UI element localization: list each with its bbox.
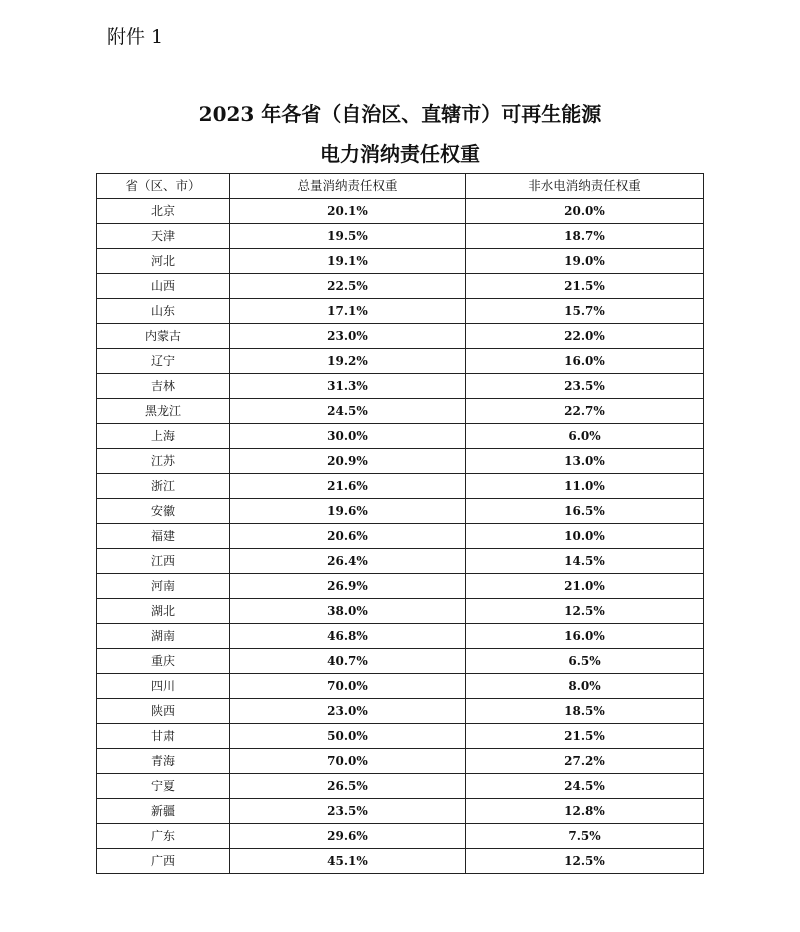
province-cell: 新疆: [97, 799, 230, 824]
non-hydro-weight-cell: 7.5%: [466, 824, 704, 849]
province-cell: 黑龙江: [97, 399, 230, 424]
table-row: [97, 624, 704, 649]
attachment-label: 附件 1: [107, 26, 164, 48]
province-cell: 江苏: [97, 449, 230, 474]
province-cell: 广东: [97, 824, 230, 849]
total-weight-cell: 17.1%: [230, 299, 466, 324]
province-cell: 湖南: [97, 624, 230, 649]
total-weight-cell: 19.2%: [230, 349, 466, 374]
table-row: [97, 849, 704, 874]
table-row: [97, 274, 704, 299]
table-row: [97, 574, 704, 599]
total-weight-cell: 26.4%: [230, 549, 466, 574]
table-row: [97, 499, 704, 524]
table-row: [97, 299, 704, 324]
total-weight-cell: 70.0%: [230, 749, 466, 774]
total-weight-cell: 19.1%: [230, 249, 466, 274]
non-hydro-weight-cell: 13.0%: [466, 449, 704, 474]
non-hydro-weight-cell: 6.0%: [466, 424, 704, 449]
non-hydro-weight-cell: 11.0%: [466, 474, 704, 499]
non-hydro-weight-cell: 22.7%: [466, 399, 704, 424]
non-hydro-weight-cell: 16.0%: [466, 349, 704, 374]
province-cell: 安徽: [97, 499, 230, 524]
non-hydro-weight-cell: 21.5%: [466, 724, 704, 749]
province-cell: 宁夏: [97, 774, 230, 799]
province-cell: 天津: [97, 224, 230, 249]
table-row: [97, 199, 704, 224]
province-cell: 上海: [97, 424, 230, 449]
province-cell: 江西: [97, 549, 230, 574]
province-cell: 四川: [97, 674, 230, 699]
total-weight-cell: 23.0%: [230, 699, 466, 724]
province-cell: 陕西: [97, 699, 230, 724]
province-cell: 甘肃: [97, 724, 230, 749]
non-hydro-weight-cell: 18.7%: [466, 224, 704, 249]
non-hydro-weight-cell: 21.0%: [466, 574, 704, 599]
non-hydro-weight-cell: 24.5%: [466, 774, 704, 799]
province-cell: 北京: [97, 199, 230, 224]
province-cell: 山西: [97, 274, 230, 299]
total-weight-cell: 45.1%: [230, 849, 466, 874]
non-hydro-weight-cell: 14.5%: [466, 549, 704, 574]
non-hydro-weight-cell: 18.5%: [466, 699, 704, 724]
responsibility-weight-table: [96, 173, 704, 874]
table-row: [97, 349, 704, 374]
non-hydro-weight-cell: 20.0%: [466, 199, 704, 224]
table-row: [97, 224, 704, 249]
non-hydro-weight-cell: 8.0%: [466, 674, 704, 699]
total-weight-cell: 46.8%: [230, 624, 466, 649]
non-hydro-weight-cell: 12.5%: [466, 599, 704, 624]
total-weight-cell: 23.5%: [230, 799, 466, 824]
table-header-row: [97, 174, 704, 199]
province-cell: 山东: [97, 299, 230, 324]
non-hydro-weight-cell: 23.5%: [466, 374, 704, 399]
table-row: [97, 474, 704, 499]
total-weight-cell: 20.9%: [230, 449, 466, 474]
non-hydro-weight-cell: 16.0%: [466, 624, 704, 649]
total-weight-cell: 38.0%: [230, 599, 466, 624]
table-row: [97, 549, 704, 574]
province-cell: 河南: [97, 574, 230, 599]
column-header-total-weight: 总量消纳责任权重: [230, 174, 466, 199]
total-weight-cell: 21.6%: [230, 474, 466, 499]
document-title-line-2: 电力消纳责任权重: [320, 142, 480, 166]
total-weight-cell: 70.0%: [230, 674, 466, 699]
non-hydro-weight-cell: 27.2%: [466, 749, 704, 774]
table-row: [97, 399, 704, 424]
total-weight-cell: 26.9%: [230, 574, 466, 599]
total-weight-cell: 30.0%: [230, 424, 466, 449]
non-hydro-weight-cell: 6.5%: [466, 649, 704, 674]
province-cell: 河北: [97, 249, 230, 274]
non-hydro-weight-cell: 12.5%: [466, 849, 704, 874]
non-hydro-weight-cell: 15.7%: [466, 299, 704, 324]
province-cell: 浙江: [97, 474, 230, 499]
table-row: [97, 599, 704, 624]
table-row: [97, 824, 704, 849]
table-row: [97, 649, 704, 674]
table-row: [97, 524, 704, 549]
non-hydro-weight-cell: 21.5%: [466, 274, 704, 299]
province-cell: 广西: [97, 849, 230, 874]
non-hydro-weight-cell: 22.0%: [466, 324, 704, 349]
document-title-line-1: 2023 年各省（自治区、直辖市）可再生能源: [198, 102, 602, 126]
non-hydro-weight-cell: 16.5%: [466, 499, 704, 524]
column-header-province: 省（区、市）: [97, 174, 230, 199]
column-header-non-hydro-weight: 非水电消纳责任权重: [466, 174, 704, 199]
province-cell: 青海: [97, 749, 230, 774]
table-row: [97, 799, 704, 824]
table-row: [97, 374, 704, 399]
total-weight-cell: 22.5%: [230, 274, 466, 299]
total-weight-cell: 40.7%: [230, 649, 466, 674]
non-hydro-weight-cell: 10.0%: [466, 524, 704, 549]
province-cell: 重庆: [97, 649, 230, 674]
table-row: [97, 749, 704, 774]
total-weight-cell: 29.6%: [230, 824, 466, 849]
province-cell: 湖北: [97, 599, 230, 624]
table-row: [97, 249, 704, 274]
total-weight-cell: 31.3%: [230, 374, 466, 399]
table-row: [97, 449, 704, 474]
province-cell: 内蒙古: [97, 324, 230, 349]
total-weight-cell: 20.6%: [230, 524, 466, 549]
province-cell: 吉林: [97, 374, 230, 399]
table-row: [97, 674, 704, 699]
province-cell: 辽宁: [97, 349, 230, 374]
non-hydro-weight-cell: 19.0%: [466, 249, 704, 274]
province-cell: 福建: [97, 524, 230, 549]
total-weight-cell: 23.0%: [230, 324, 466, 349]
table-row: [97, 324, 704, 349]
total-weight-cell: 19.6%: [230, 499, 466, 524]
total-weight-cell: 26.5%: [230, 774, 466, 799]
non-hydro-weight-cell: 12.8%: [466, 799, 704, 824]
total-weight-cell: 24.5%: [230, 399, 466, 424]
total-weight-cell: 20.1%: [230, 199, 466, 224]
table-row: [97, 699, 704, 724]
table-row: [97, 724, 704, 749]
table-row: [97, 424, 704, 449]
total-weight-cell: 19.5%: [230, 224, 466, 249]
table-row: [97, 774, 704, 799]
total-weight-cell: 50.0%: [230, 724, 466, 749]
